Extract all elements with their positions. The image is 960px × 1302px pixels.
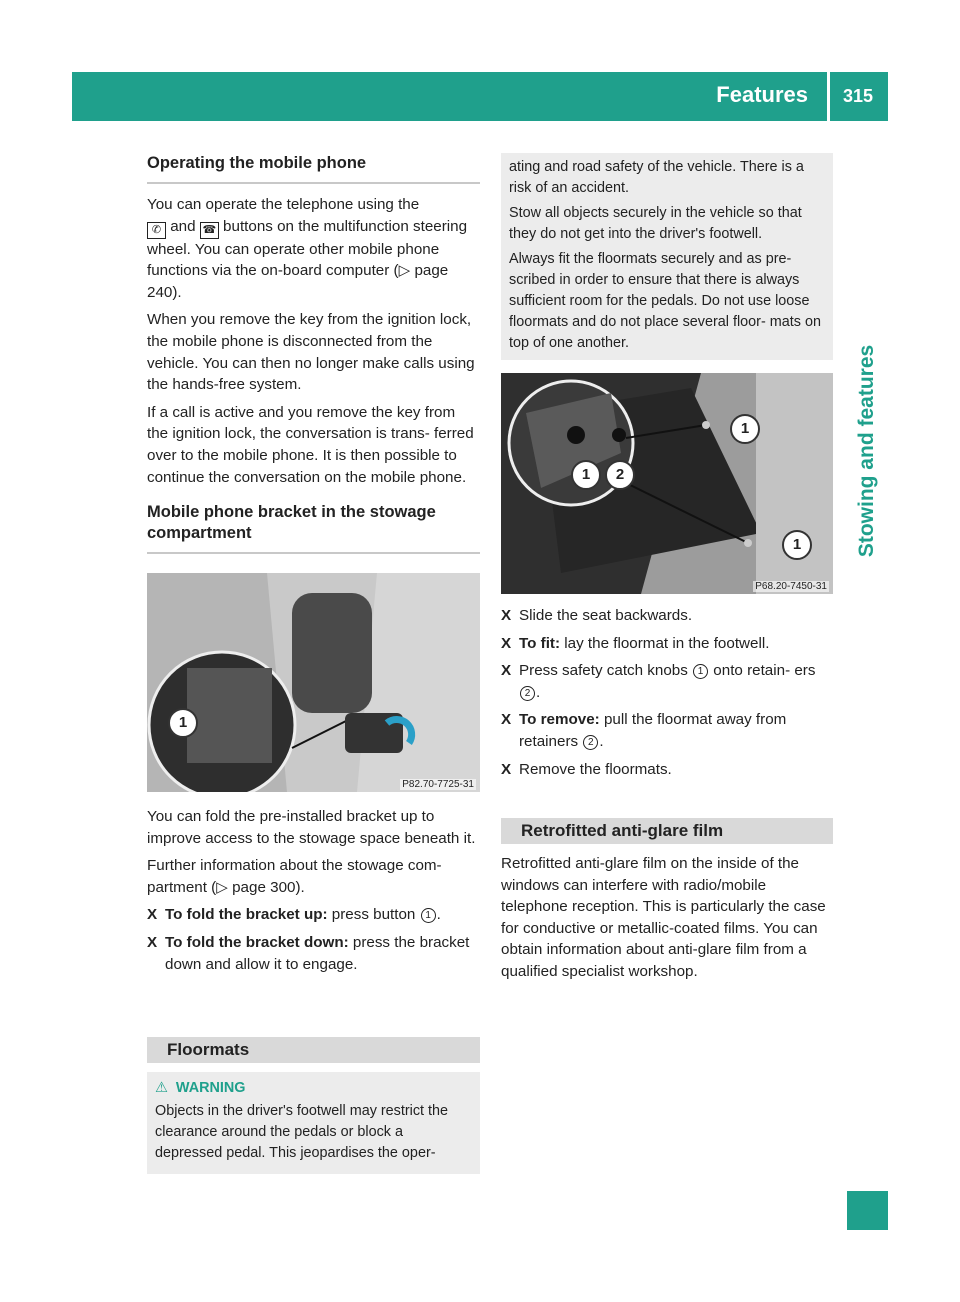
section-antiglare: Retrofitted anti-glare film <box>501 818 833 844</box>
page-header <box>72 72 888 121</box>
step-slide-seat: X Slide the seat backwards. <box>501 605 833 627</box>
step-marker: X <box>501 711 512 729</box>
paragraph-further-info: Further information about the stowage com- partment (▷ page 300). <box>147 857 442 896</box>
left-column <box>147 153 480 564</box>
bracket-illustration <box>147 573 480 792</box>
warning-cont-3: Always fit the floormats securely and as pre- scribed in order to ensure that there is always sufficient room for the pedals. Do not use loose floormats and do not place several floor- mats on top of one another. <box>509 251 821 351</box>
figure-code: P82.70-7725-31 <box>402 779 474 790</box>
step-marker: X <box>147 933 158 951</box>
paragraph-antiglare: Retrofitted anti-glare film on the inside of the windows can interfere with radio/mobile telephone reception. This is particularly the case for conductive or metallic-coated films. You can obtain information about anti-glare film from a qualified specialist workshop. <box>501 855 826 980</box>
page-number: 315 <box>842 86 874 106</box>
marker-1: 1 <box>421 908 436 923</box>
step-marker: X <box>501 634 512 652</box>
marker-2: 2 <box>583 735 598 750</box>
step-marker: X <box>501 607 512 624</box>
step-press-knobs: X Press safety catch knobs 1 onto retain- ers 2 . <box>501 662 816 701</box>
marker-1: 1 <box>693 664 708 679</box>
paragraph-phone-buttons: You can operate the telephone using the ✆ and ☎ buttons on the multifunction steering wheel. You can operate other mobile phone functions via the on-board computer (▷ page 240). <box>147 196 468 301</box>
step-remove-floormats: X Remove the floormats. <box>501 759 833 781</box>
warning-cont-1: ating and road safety of the vehicle. There is a risk of an accident. <box>509 159 804 196</box>
side-tab <box>847 121 888 1191</box>
warning-title: WARNING <box>175 1080 246 1096</box>
step-marker: X <box>501 662 512 680</box>
header-divider <box>827 72 830 121</box>
side-tab-label: Stowing and features <box>855 344 878 558</box>
paragraph-call-active: If a call is active and you remove the key from the ignition lock, the conversation is trans- ferred over to the mobile phone. It is then possible to continue the conversation on the mobile phone. <box>147 403 474 486</box>
step-fit: X To fit: lay the floormat in the footwell. <box>501 633 833 655</box>
floormat-illustration <box>501 373 833 594</box>
side-tab-marker <box>847 1191 888 1230</box>
warning-box-continued <box>501 153 833 360</box>
right-column-steps <box>501 605 833 786</box>
marker-2: 2 <box>520 686 535 701</box>
paragraph-fold-bracket: You can fold the pre-installed bracket up to improve access to the stowage space beneath it. <box>147 808 476 847</box>
callout-1-bottom: 1 <box>782 530 812 560</box>
callout-1-top: 1 <box>730 414 760 444</box>
phone-end-icon: ☎ <box>200 222 219 239</box>
step-fold-down: X To fold the bracket down: press the bracket down and allow it to engage. <box>147 933 470 973</box>
callout-2: 2 <box>605 460 635 490</box>
figure-floormat-photo <box>501 373 833 594</box>
left-column-lower <box>147 806 480 981</box>
step-fold-up: X To fold the bracket up: press button 1 . <box>147 904 480 926</box>
figure-code-2: P68.20-7450-31 <box>755 581 827 592</box>
paragraph-key-removed: When you remove the key from the ignition lock, the mobile phone is disconnected from the vehicle. You can then no longer make calls using the hands-free system. <box>147 311 475 394</box>
callout-1: 1 <box>168 708 198 738</box>
step-marker: X <box>501 760 512 778</box>
figure-bracket-photo <box>147 573 480 792</box>
antiglare-body <box>501 853 833 989</box>
header-title: Features <box>716 82 808 107</box>
warning-cont-2: Stow all objects securely in the vehicle so that they do not get into the driver's footwell. <box>509 205 802 242</box>
heading-phone-bracket: Mobile phone bracket in the stowage compartment <box>147 502 480 554</box>
callout-1-left: 1 <box>571 460 601 490</box>
warning-triangle-icon: ⚠ <box>155 1080 168 1096</box>
heading-operating-phone: Operating the mobile phone <box>147 153 480 184</box>
step-remove: X To remove: pull the floormat away from retainers 2 . <box>501 711 787 750</box>
step-marker: X <box>147 906 158 924</box>
section-floormats: Floormats <box>147 1037 480 1063</box>
phone-call-icon: ✆ <box>147 222 166 239</box>
warning-box <box>147 1072 480 1174</box>
warning-text: Objects in the driver's footwell may restrict the clearance around the pedals or block a depressed pedal. This jeopardises the oper- <box>155 1103 449 1161</box>
